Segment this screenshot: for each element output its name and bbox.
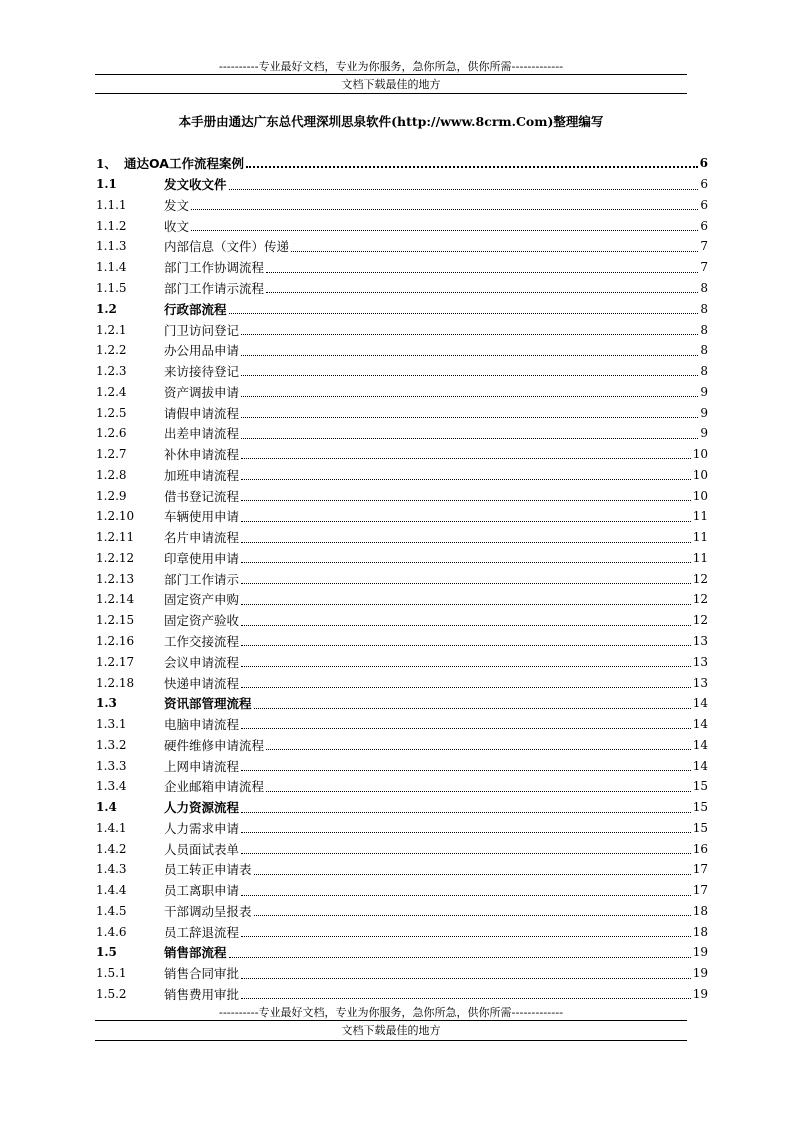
toc-entry-number: 1.2 bbox=[96, 301, 117, 316]
toc-entry-number: 1.2.7 bbox=[96, 447, 127, 462]
toc-leader-dots bbox=[241, 852, 691, 854]
toc-leader-dots bbox=[241, 665, 691, 667]
toc-entry-title: 收文 bbox=[164, 218, 190, 234]
toc-entry-number: 1.1.2 bbox=[96, 218, 127, 233]
toc-leader-dots bbox=[254, 914, 691, 916]
toc-entry-page: 6 bbox=[700, 218, 708, 233]
toc-leader-dots bbox=[241, 894, 691, 896]
toc-entry-title: 部门工作请示流程 bbox=[164, 280, 265, 296]
toc-entry-title: 硬件维修申请流程 bbox=[164, 737, 265, 753]
toc-entry[interactable] bbox=[96, 631, 708, 652]
toc-entry-title: 通达OA工作流程案例 bbox=[124, 156, 244, 172]
toc-entry-page: 9 bbox=[700, 384, 708, 399]
toc-leader-dots bbox=[291, 250, 698, 252]
table-of-contents bbox=[96, 153, 708, 1004]
toc-entry[interactable] bbox=[96, 298, 708, 319]
toc-leader-dots bbox=[241, 374, 698, 376]
toc-entry-page: 15 bbox=[692, 779, 708, 794]
toc-entry-page: 9 bbox=[700, 426, 708, 441]
toc-entry[interactable] bbox=[96, 859, 708, 880]
toc-entry[interactable] bbox=[96, 714, 708, 735]
toc-leader-dots bbox=[266, 790, 691, 792]
header-rule-top bbox=[95, 74, 687, 75]
toc-entry[interactable] bbox=[96, 651, 708, 672]
toc-leader-dots bbox=[266, 271, 698, 273]
toc-leader-dots bbox=[191, 208, 698, 210]
toc-entry-number: 1.1 bbox=[96, 177, 117, 192]
toc-entry-title: 办公用品申请 bbox=[164, 343, 240, 359]
toc-entry[interactable] bbox=[96, 381, 708, 402]
toc-entry-title: 销售合同审批 bbox=[164, 966, 240, 982]
toc-leader-dots bbox=[241, 727, 691, 729]
toc-entry-page: 16 bbox=[692, 841, 708, 856]
toc-entry[interactable] bbox=[96, 797, 708, 818]
toc-entry-page: 8 bbox=[700, 364, 708, 379]
toc-entry-number: 1.4.6 bbox=[96, 924, 127, 939]
toc-leader-dots bbox=[241, 831, 691, 833]
toc-entry-title: 企业邮箱申请流程 bbox=[164, 779, 265, 795]
toc-entry-number: 1.4.3 bbox=[96, 862, 127, 877]
toc-leader-dots bbox=[241, 520, 691, 522]
footer-tagline: ----------专业最好文档，专业为你服务，急你所急，供你所需------------- bbox=[218, 1006, 564, 1019]
toc-entry-number: 1.1.3 bbox=[96, 239, 127, 254]
toc-entry-title: 员工转正申请表 bbox=[164, 862, 252, 878]
toc-entry-page: 9 bbox=[700, 405, 708, 420]
toc-leader-dots bbox=[191, 229, 698, 231]
toc-entry-title: 请假申请流程 bbox=[164, 405, 240, 421]
toc-entry-title: 发文收文件 bbox=[164, 177, 227, 193]
toc-leader-dots bbox=[241, 603, 691, 605]
toc-entry-page: 6 bbox=[700, 177, 708, 192]
toc-entry-title: 人力需求申请 bbox=[164, 820, 240, 836]
toc-entry-page: 13 bbox=[692, 675, 708, 690]
toc-leader-dots bbox=[241, 395, 698, 397]
toc-entry[interactable] bbox=[96, 589, 708, 610]
toc-entry[interactable] bbox=[96, 361, 708, 382]
toc-entry-number: 1.3.4 bbox=[96, 779, 127, 794]
toc-entry[interactable] bbox=[96, 485, 708, 506]
toc-entry-page: 14 bbox=[692, 717, 708, 732]
toc-entry-page: 19 bbox=[692, 945, 708, 960]
toc-leader-dots bbox=[246, 165, 698, 168]
header-tagline: ----------专业最好文档，专业为你服务，急你所急，供你所需------------- bbox=[218, 60, 564, 73]
toc-entry-number: 1.2.12 bbox=[96, 550, 135, 565]
toc-leader-dots bbox=[241, 478, 691, 480]
toc-entry-title: 固定资产验收 bbox=[164, 613, 240, 629]
toc-leader-dots bbox=[241, 416, 698, 418]
toc-leader-dots bbox=[254, 707, 691, 709]
toc-entry-number: 1.3.2 bbox=[96, 737, 127, 752]
footer-rule-bottom bbox=[95, 1040, 687, 1041]
toc-entry-number: 1.2.16 bbox=[96, 633, 135, 648]
toc-entry[interactable] bbox=[96, 755, 708, 776]
toc-entry-title: 员工离职申请 bbox=[164, 883, 240, 899]
toc-entry-number: 1.2.17 bbox=[96, 654, 135, 669]
toc-entry-title: 门卫访问登记 bbox=[164, 322, 240, 338]
toc-entry[interactable] bbox=[96, 693, 708, 714]
toc-entry-page: 8 bbox=[700, 280, 708, 295]
toc-entry-page: 6 bbox=[699, 156, 708, 171]
toc-entry-title: 快递申请流程 bbox=[164, 675, 240, 691]
toc-entry-page: 6 bbox=[700, 197, 708, 212]
document-title: 本手册由通达广东总代理深圳思泉软件(http://www.8crm.Com)整理编写 bbox=[178, 114, 604, 129]
toc-entry-title: 部门工作请示 bbox=[164, 571, 240, 587]
toc-entry-title: 工作交接流程 bbox=[164, 633, 240, 649]
toc-leader-dots bbox=[241, 354, 698, 356]
toc-leader-dots bbox=[241, 624, 691, 626]
toc-entry[interactable] bbox=[96, 527, 708, 548]
toc-entry[interactable] bbox=[96, 568, 708, 589]
toc-entry-number: 1.2.14 bbox=[96, 592, 135, 607]
toc-entry-page: 10 bbox=[692, 488, 708, 503]
toc-entry[interactable] bbox=[96, 464, 708, 485]
toc-entry-title: 印章使用申请 bbox=[164, 550, 240, 566]
toc-entry-number: 1.1.5 bbox=[96, 280, 127, 295]
toc-entry[interactable] bbox=[96, 236, 708, 257]
toc-entry-number: 1.4.4 bbox=[96, 883, 127, 898]
toc-entry-number: 1.2.3 bbox=[96, 364, 127, 379]
toc-entry-page: 17 bbox=[692, 883, 708, 898]
toc-entry-page: 15 bbox=[692, 820, 708, 835]
toc-leader-dots bbox=[241, 457, 691, 459]
toc-entry-page: 12 bbox=[692, 592, 708, 607]
toc-entry-number: 1.4 bbox=[96, 800, 117, 815]
toc-entry-number: 1.4.1 bbox=[96, 820, 127, 835]
toc-entry[interactable] bbox=[96, 984, 708, 1005]
toc-entry-title: 员工辞退流程 bbox=[164, 924, 240, 940]
toc-entry-page: 12 bbox=[692, 571, 708, 586]
toc-entry-title: 补休申请流程 bbox=[164, 447, 240, 463]
toc-entry-number: 1.2.1 bbox=[96, 322, 127, 337]
toc-entry-page: 14 bbox=[692, 758, 708, 773]
toc-entry-title: 资产调拔申请 bbox=[164, 384, 240, 400]
toc-entry-page: 13 bbox=[692, 633, 708, 648]
toc-entry-number: 1.5.2 bbox=[96, 987, 127, 1001]
toc-entry-page: 15 bbox=[692, 800, 708, 815]
header-rule-bottom bbox=[95, 93, 687, 94]
toc-leader-dots bbox=[229, 956, 691, 958]
toc-entry-page: 8 bbox=[700, 343, 708, 358]
toc-entry-number: 1.2.18 bbox=[96, 675, 135, 690]
toc-entry[interactable] bbox=[96, 901, 708, 922]
toc-entry-title: 销售费用审批 bbox=[164, 987, 240, 1002]
toc-entry-number: 1、 bbox=[96, 156, 117, 171]
toc-entry-page: 12 bbox=[692, 613, 708, 628]
toc-leader-dots bbox=[229, 188, 699, 190]
toc-entry[interactable] bbox=[96, 319, 708, 340]
toc-leader-dots bbox=[241, 582, 691, 584]
toc-entry[interactable] bbox=[96, 506, 708, 527]
toc-entry-number: 1.2.9 bbox=[96, 488, 127, 503]
toc-entry[interactable] bbox=[96, 734, 708, 755]
toc-leader-dots bbox=[266, 291, 698, 293]
toc-entry-page: 11 bbox=[692, 530, 708, 545]
toc-entry-number: 1.4.5 bbox=[96, 903, 127, 918]
toc-entry[interactable] bbox=[96, 548, 708, 569]
toc-entry[interactable] bbox=[96, 963, 708, 984]
toc-entry[interactable] bbox=[96, 402, 708, 423]
toc-entry-number: 1.2.13 bbox=[96, 571, 135, 586]
toc-entry-page: 10 bbox=[692, 447, 708, 462]
toc-leader-dots bbox=[241, 935, 691, 937]
toc-entry[interactable] bbox=[96, 215, 708, 236]
footer-subtitle: 文档下载最佳的地方 bbox=[341, 1024, 441, 1037]
toc-leader-dots bbox=[241, 686, 691, 688]
toc-entry-title: 销售部流程 bbox=[164, 945, 227, 961]
toc-entry-page: 18 bbox=[692, 903, 708, 918]
toc-entry-title: 固定资产申购 bbox=[164, 592, 240, 608]
toc-entry-number: 1.2.10 bbox=[96, 509, 135, 524]
toc-entry-number: 1.3.1 bbox=[96, 717, 127, 732]
toc-entry-page: 14 bbox=[692, 737, 708, 752]
toc-leader-dots bbox=[266, 748, 691, 750]
toc-entry-title: 名片申请流程 bbox=[164, 530, 240, 546]
toc-leader-dots bbox=[241, 977, 691, 979]
toc-entry-title: 部门工作协调流程 bbox=[164, 260, 265, 276]
toc-entry[interactable] bbox=[96, 610, 708, 631]
toc-entry[interactable] bbox=[96, 921, 708, 942]
toc-leader-dots bbox=[241, 644, 691, 646]
toc-entry-page: 8 bbox=[700, 322, 708, 337]
toc-entry-number: 1.2.5 bbox=[96, 405, 127, 420]
toc-entry-number: 1.5 bbox=[96, 945, 117, 960]
toc-entry-title: 内部信息（文件）传递 bbox=[164, 239, 290, 255]
toc-entry-number: 1.2.15 bbox=[96, 613, 135, 628]
toc-leader-dots bbox=[241, 811, 691, 813]
toc-entry-title: 出差申请流程 bbox=[164, 426, 240, 442]
toc-leader-dots bbox=[241, 437, 698, 439]
toc-leader-dots bbox=[241, 499, 691, 501]
toc-entry-page: 11 bbox=[692, 509, 708, 524]
toc-entry-title: 上网申请流程 bbox=[164, 758, 240, 774]
toc-entry[interactable] bbox=[96, 444, 708, 465]
toc-entry-number: 1.3 bbox=[96, 696, 117, 711]
toc-entry-number: 1.4.2 bbox=[96, 841, 127, 856]
toc-entry-page: 19 bbox=[692, 966, 708, 981]
toc-entry-page: 18 bbox=[692, 924, 708, 939]
toc-entry-page: 8 bbox=[700, 301, 708, 316]
toc-leader-dots bbox=[241, 769, 691, 771]
toc-entry-title: 会议申请流程 bbox=[164, 654, 240, 670]
toc-entry-page: 7 bbox=[700, 260, 708, 275]
toc-entry-title: 车辆使用申请 bbox=[164, 509, 240, 525]
toc-leader-dots bbox=[241, 333, 698, 335]
toc-entry[interactable] bbox=[96, 880, 708, 901]
toc-entry[interactable] bbox=[96, 776, 708, 797]
toc-entry-page: 19 bbox=[692, 987, 708, 1001]
toc-leader-dots bbox=[254, 873, 691, 875]
toc-entry-page: 11 bbox=[692, 550, 708, 565]
toc-entry[interactable] bbox=[96, 257, 708, 278]
toc-entry-number: 1.5.1 bbox=[96, 966, 127, 981]
footer-rule-top bbox=[95, 1020, 687, 1021]
toc-entry-title: 人力资源流程 bbox=[164, 800, 240, 816]
toc-leader-dots bbox=[241, 561, 691, 563]
toc-entry-page: 7 bbox=[700, 239, 708, 254]
toc-entry-number: 1.1.4 bbox=[96, 260, 127, 275]
toc-entry[interactable] bbox=[96, 195, 708, 216]
toc-entry-number: 1.1.1 bbox=[96, 197, 127, 212]
toc-entry-title: 发文 bbox=[164, 197, 190, 213]
toc-entry-page: 13 bbox=[692, 654, 708, 669]
toc-entry-page: 10 bbox=[692, 467, 708, 482]
toc-entry-number: 1.3.3 bbox=[96, 758, 127, 773]
toc-entry-number: 1.2.2 bbox=[96, 343, 127, 358]
toc-entry[interactable] bbox=[96, 174, 708, 195]
toc-entry[interactable] bbox=[96, 818, 708, 839]
header-subtitle: 文档下载最佳的地方 bbox=[341, 78, 441, 91]
toc-entry[interactable] bbox=[96, 340, 708, 361]
toc-entry-title: 借书登记流程 bbox=[164, 488, 240, 504]
toc-entry[interactable] bbox=[96, 153, 708, 174]
toc-entry-title: 来访接待登记 bbox=[164, 364, 240, 380]
toc-entry-title: 电脑申请流程 bbox=[164, 717, 240, 733]
toc-entry-title: 加班申请流程 bbox=[164, 467, 240, 483]
toc-entry-title: 行政部流程 bbox=[164, 301, 227, 317]
toc-leader-dots bbox=[241, 541, 691, 543]
toc-entry[interactable] bbox=[96, 942, 708, 963]
toc-entry-title: 人员面试表单 bbox=[164, 841, 240, 857]
toc-entry-number: 1.2.6 bbox=[96, 426, 127, 441]
toc-leader-dots bbox=[229, 312, 699, 314]
toc-leader-dots bbox=[241, 997, 691, 999]
toc-entry-number: 1.2.4 bbox=[96, 384, 127, 399]
toc-entry-number: 1.2.11 bbox=[96, 530, 135, 545]
toc-entry-title: 干部调动呈报表 bbox=[164, 903, 252, 919]
toc-entry[interactable] bbox=[96, 838, 708, 859]
toc-entry-page: 17 bbox=[692, 862, 708, 877]
toc-entry-number: 1.2.8 bbox=[96, 467, 127, 482]
toc-entry-page: 14 bbox=[692, 696, 708, 711]
toc-entry[interactable] bbox=[96, 278, 708, 299]
toc-entry-title: 资讯部管理流程 bbox=[164, 696, 252, 712]
toc-entry[interactable] bbox=[96, 423, 708, 444]
toc-entry[interactable] bbox=[96, 672, 708, 693]
